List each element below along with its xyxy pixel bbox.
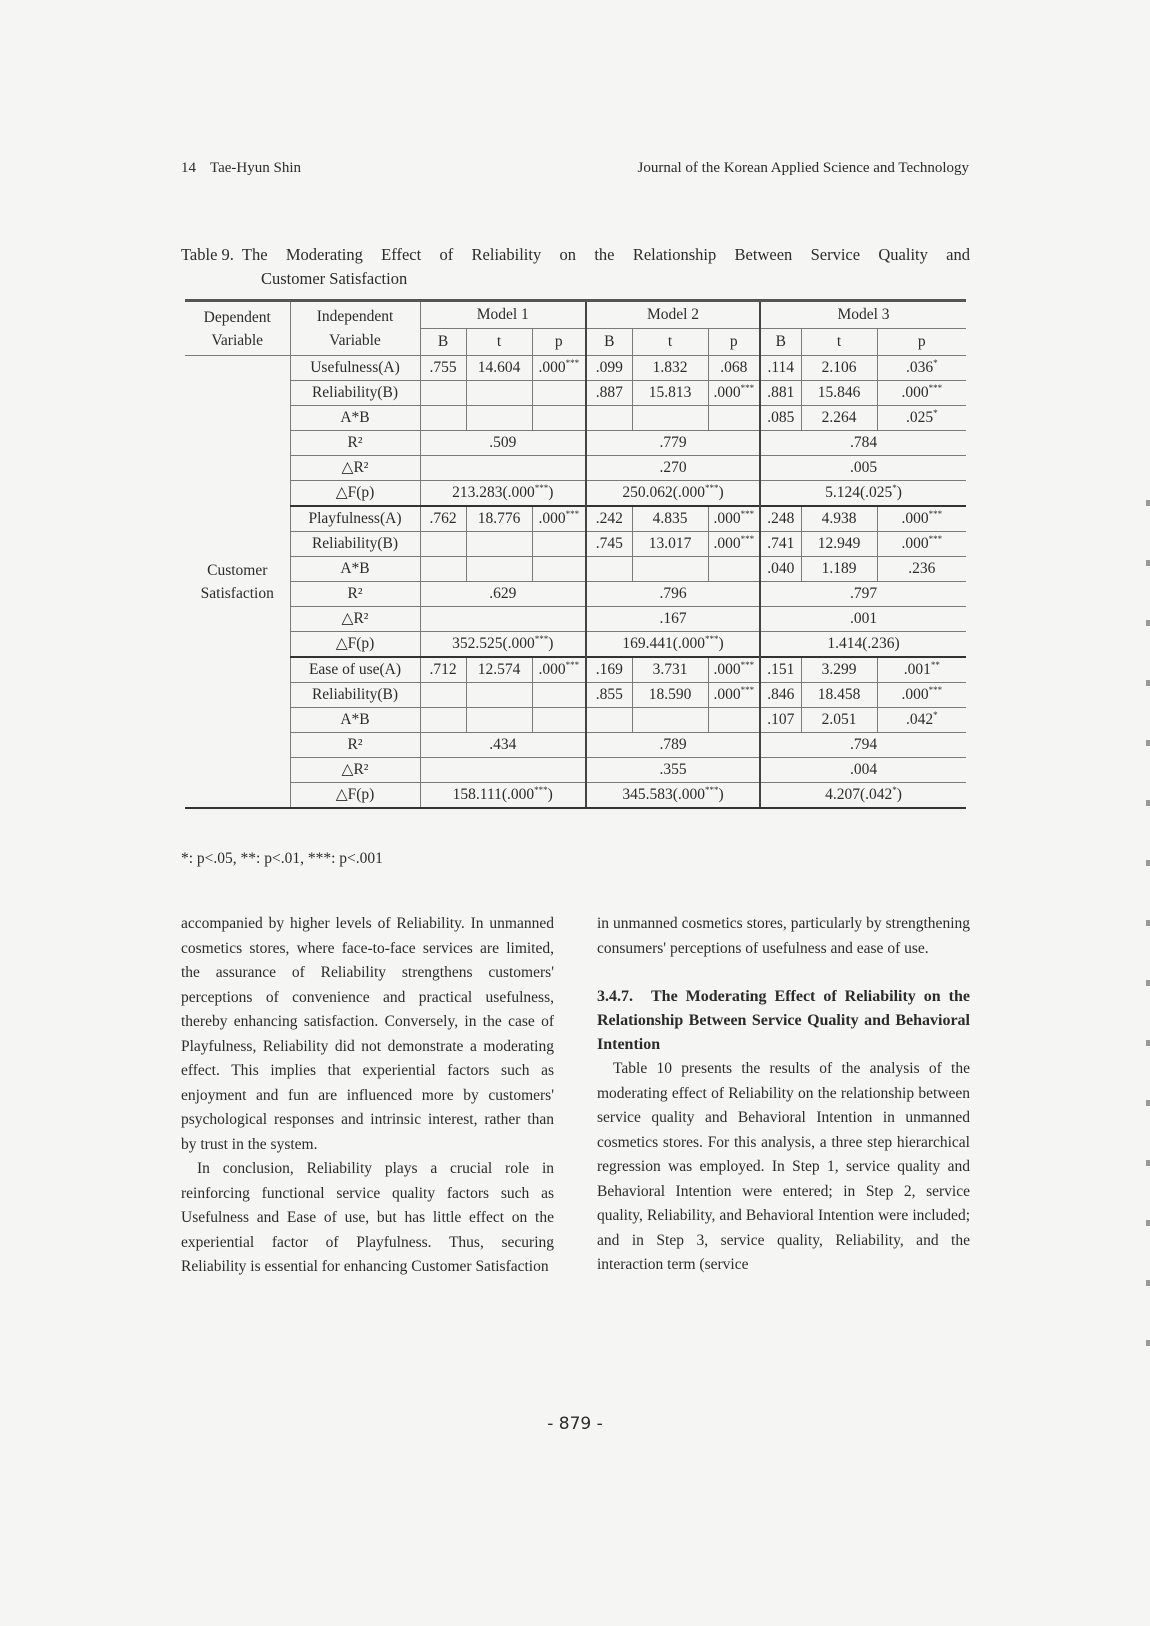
value-cell	[420, 381, 466, 406]
value-cell: 2.106	[801, 356, 877, 381]
independent-variable: A*B	[290, 406, 420, 431]
value-cell	[532, 683, 586, 708]
independent-variable: Reliability(B)	[290, 532, 420, 557]
right-paragraph-1: in unmanned cosmetics stores, particularly by strengthening consumers' perceptions of usefulness and ease of use.	[597, 915, 970, 957]
stat-value: .434	[420, 733, 586, 758]
stat-row	[185, 431, 966, 456]
scan-edge-marks	[1146, 500, 1150, 1400]
value-cell: .000***	[877, 506, 966, 532]
value-cell	[532, 557, 586, 582]
value-cell: .755	[420, 356, 466, 381]
value-cell	[466, 406, 532, 431]
right-column	[597, 912, 970, 1278]
independent-variable: A*B	[290, 708, 420, 733]
sub-p: p	[708, 329, 760, 356]
value-cell	[632, 406, 708, 431]
value-cell	[420, 557, 466, 582]
value-cell	[466, 532, 532, 557]
value-cell	[466, 683, 532, 708]
author-name: Tae-Hyun Shin	[210, 160, 302, 176]
sub-p: p	[877, 329, 966, 356]
stat-row	[185, 607, 966, 632]
value-cell: .712	[420, 657, 466, 683]
stat-value: 4.207(.042*)	[760, 783, 966, 809]
caption-title-line2: Customer Satisfaction	[261, 269, 408, 288]
value-cell	[532, 406, 586, 431]
header-model-3: Model 3	[760, 301, 966, 329]
value-cell: .068	[708, 356, 760, 381]
value-cell: 12.574	[466, 657, 532, 683]
stat-label: △F(p)	[290, 632, 420, 658]
value-cell	[586, 708, 632, 733]
sub-t: t	[632, 329, 708, 356]
sub-p: p	[532, 329, 586, 356]
value-cell: .000***	[877, 381, 966, 406]
left-paragraph-1: accompanied by higher levels of Reliability. In unmanned cosmetics stores, where face-to-face services are limited, the assurance of Reliability strengthens customers' perceptions of convenience and practical usefulness, thereby enhancing satisfaction. Conversely, in the case of Playfulness, Reliability did not demonstrate a moderating effect. This implies that experiential factors such as enjoyment and fun are influenced more by customers' psychological responses and intrinsic interest, rather than by trust in the system.	[181, 915, 554, 1153]
value-cell: .855	[586, 683, 632, 708]
stat-label: △R²	[290, 456, 420, 481]
stat-value: 1.414(.236)	[760, 632, 966, 658]
value-cell: 2.264	[801, 406, 877, 431]
value-cell: 1.189	[801, 557, 877, 582]
value-cell	[586, 557, 632, 582]
table-caption	[181, 243, 970, 291]
stat-value: .797	[760, 582, 966, 607]
left-column	[181, 912, 554, 1280]
value-cell: .001**	[877, 657, 966, 683]
dependent-variable: Customer Satisfaction	[185, 356, 290, 809]
value-cell: .000***	[532, 506, 586, 532]
value-cell: 18.776	[466, 506, 532, 532]
running-head	[181, 160, 969, 177]
value-cell: .036*	[877, 356, 966, 381]
independent-variable: Reliability(B)	[290, 381, 420, 406]
value-cell: .114	[760, 356, 801, 381]
value-cell: .000***	[708, 683, 760, 708]
stat-row	[185, 632, 966, 658]
value-cell: .741	[760, 532, 801, 557]
value-cell: .000***	[532, 356, 586, 381]
value-cell: 14.604	[466, 356, 532, 381]
stat-value: .005	[760, 456, 966, 481]
value-cell: .040	[760, 557, 801, 582]
value-cell: .000***	[708, 506, 760, 532]
stat-value: .270	[586, 456, 760, 481]
value-cell	[532, 708, 586, 733]
results-table	[185, 299, 966, 809]
stat-label: R²	[290, 733, 420, 758]
value-cell	[466, 708, 532, 733]
value-cell: 3.299	[801, 657, 877, 683]
right-paragraph-2: Table 10 presents the results of the analysis of the moderating effect of Reliability on the relationship between service quality and Behavioral Intention in unmanned cosmetics stores. For this analysis, a three step hierarchical regression was employed. In Step 1, service quality and Behavioral Intention were entered; in Step 2, service quality, Reliability, and Behavioral Intention were included; and in Step 3, service quality, Reliability, and the interaction term (service	[597, 1060, 970, 1273]
value-cell: .025*	[877, 406, 966, 431]
value-cell: .000***	[877, 532, 966, 557]
value-cell: 12.949	[801, 532, 877, 557]
value-cell: .881	[760, 381, 801, 406]
value-cell: .107	[760, 708, 801, 733]
table-row	[185, 381, 966, 406]
value-cell: .762	[420, 506, 466, 532]
value-cell: .236	[877, 557, 966, 582]
value-cell	[708, 406, 760, 431]
value-cell: .169	[586, 657, 632, 683]
stat-value: .794	[760, 733, 966, 758]
stat-value: 352.525(.000***)	[420, 632, 586, 658]
table-row	[185, 506, 966, 532]
value-cell: .887	[586, 381, 632, 406]
header-independent: Independent Variable	[290, 301, 420, 356]
table-body	[185, 356, 966, 809]
sub-t: t	[801, 329, 877, 356]
stat-value: 158.111(.000***)	[420, 783, 586, 809]
value-cell	[632, 708, 708, 733]
value-cell	[420, 406, 466, 431]
value-cell	[632, 557, 708, 582]
independent-variable: Usefulness(A)	[290, 356, 420, 381]
value-cell	[708, 708, 760, 733]
table-row	[185, 657, 966, 683]
stat-value: 213.283(.000***)	[420, 481, 586, 507]
table-footnote: *: p<.05, **: p<.01, ***: p<.001	[181, 850, 383, 867]
header-model-1: Model 1	[420, 301, 586, 329]
page-number-head: 14	[181, 160, 196, 176]
stat-value: .629	[420, 582, 586, 607]
stat-row	[185, 783, 966, 809]
caption-label: Table 9.	[181, 245, 234, 264]
independent-variable: A*B	[290, 557, 420, 582]
table-row	[185, 406, 966, 431]
independent-variable: Reliability(B)	[290, 683, 420, 708]
value-cell: .085	[760, 406, 801, 431]
stat-value: .355	[586, 758, 760, 783]
table-row	[185, 532, 966, 557]
value-cell: 18.458	[801, 683, 877, 708]
stat-label: △R²	[290, 607, 420, 632]
value-cell	[586, 406, 632, 431]
stat-value	[420, 607, 586, 632]
value-cell	[420, 683, 466, 708]
value-cell: .042*	[877, 708, 966, 733]
value-cell: 13.017	[632, 532, 708, 557]
stat-value: .784	[760, 431, 966, 456]
value-cell: .846	[760, 683, 801, 708]
section-heading	[597, 985, 970, 1057]
caption-title-line1: The Moderating Effect of Reliability on the Relationship Between Service Quality and	[241, 245, 970, 264]
header-dependent: Dependent Variable	[185, 301, 290, 356]
stat-value: .004	[760, 758, 966, 783]
value-cell: .248	[760, 506, 801, 532]
value-cell: 18.590	[632, 683, 708, 708]
table-row	[185, 356, 966, 381]
running-head-left	[181, 160, 315, 177]
stat-value: .796	[586, 582, 760, 607]
independent-variable: Playfulness(A)	[290, 506, 420, 532]
sub-b: B	[586, 329, 632, 356]
value-cell	[420, 532, 466, 557]
stat-row	[185, 733, 966, 758]
stat-value: 169.441(.000***)	[586, 632, 760, 658]
stat-value: .167	[586, 607, 760, 632]
value-cell: .000***	[708, 381, 760, 406]
value-cell	[532, 532, 586, 557]
value-cell	[708, 557, 760, 582]
value-cell: .000***	[532, 657, 586, 683]
stat-row	[185, 481, 966, 507]
value-cell	[420, 708, 466, 733]
value-cell	[466, 381, 532, 406]
header-model-2: Model 2	[586, 301, 760, 329]
stat-value: 250.062(.000***)	[586, 481, 760, 507]
value-cell: 4.938	[801, 506, 877, 532]
stat-value	[420, 456, 586, 481]
value-cell	[466, 557, 532, 582]
stat-row	[185, 582, 966, 607]
value-cell: .099	[586, 356, 632, 381]
stat-label: △R²	[290, 758, 420, 783]
stat-label: R²	[290, 431, 420, 456]
value-cell: 2.051	[801, 708, 877, 733]
value-cell: 4.835	[632, 506, 708, 532]
independent-variable: Ease of use(A)	[290, 657, 420, 683]
value-cell: .000***	[708, 657, 760, 683]
stat-value: .789	[586, 733, 760, 758]
journal-name: Journal of the Korean Applied Science and Technology	[637, 160, 969, 176]
stat-label: R²	[290, 582, 420, 607]
sub-t: t	[466, 329, 532, 356]
section-title: The Moderating Effect of Reliability on the Relationship Between Service Quality and Behavioral Intention	[597, 988, 970, 1053]
table-row	[185, 683, 966, 708]
value-cell: .745	[586, 532, 632, 557]
table-row	[185, 557, 966, 582]
stat-row	[185, 758, 966, 783]
value-cell: .242	[586, 506, 632, 532]
stat-value: 5.124(.025*)	[760, 481, 966, 507]
stat-value	[420, 758, 586, 783]
page-number: - 879 -	[547, 1414, 603, 1434]
value-cell: 15.813	[632, 381, 708, 406]
value-cell: 15.846	[801, 381, 877, 406]
stat-value: .509	[420, 431, 586, 456]
section-number: 3.4.7.	[597, 988, 633, 1005]
sub-b: B	[420, 329, 466, 356]
table-row	[185, 708, 966, 733]
stat-label: △F(p)	[290, 481, 420, 507]
value-cell	[532, 381, 586, 406]
stat-row	[185, 456, 966, 481]
value-cell: .000***	[877, 683, 966, 708]
stat-value: 345.583(.000***)	[586, 783, 760, 809]
value-cell: .000***	[708, 532, 760, 557]
value-cell: .151	[760, 657, 801, 683]
sub-b: B	[760, 329, 801, 356]
value-cell: 3.731	[632, 657, 708, 683]
stat-value: .779	[586, 431, 760, 456]
value-cell: 1.832	[632, 356, 708, 381]
stat-label: △F(p)	[290, 783, 420, 809]
left-paragraph-2: In conclusion, Reliability plays a crucial role in reinforcing functional service quality factors such as Usefulness and Ease of use, but has little effect on the experiential factor of Playfulness. Thus, securing Reliability is essential for enhancing Customer Satisfaction	[181, 1160, 554, 1275]
stat-value: .001	[760, 607, 966, 632]
